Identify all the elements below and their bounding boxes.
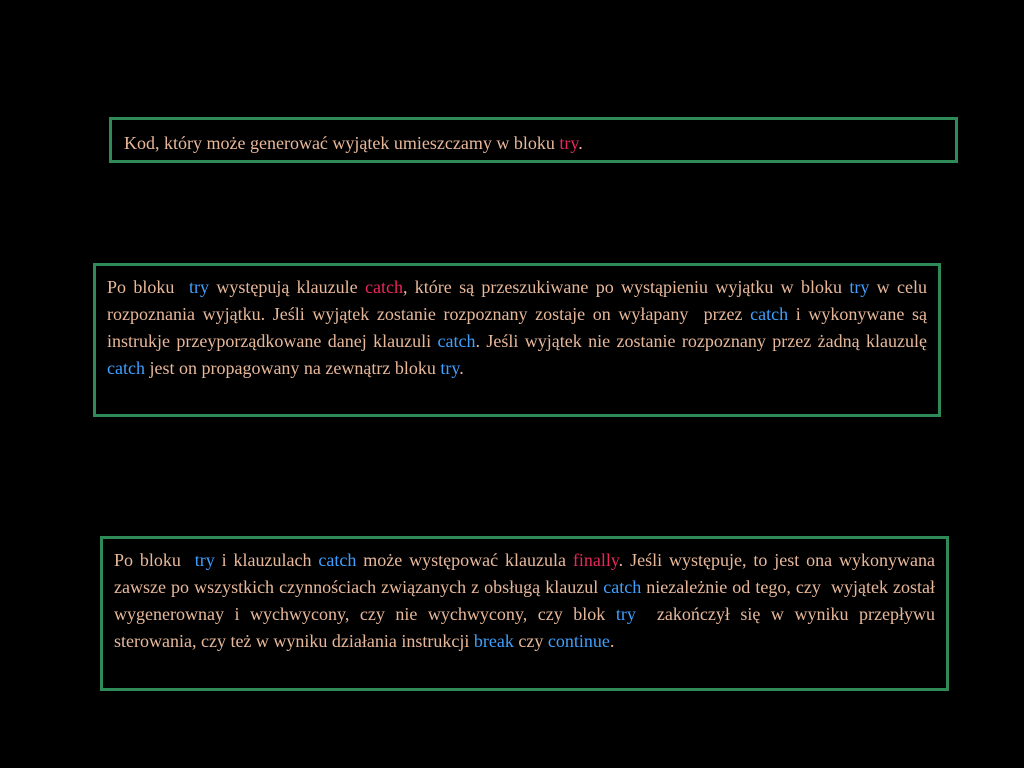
text-segment: .: [459, 358, 464, 378]
text-segment: jest on propagowany na zewnątrz bloku: [144, 358, 441, 378]
keyword-try: try: [440, 358, 460, 378]
text-box-finally: [100, 536, 949, 691]
text-segment: niezależnie od tego, czy wyjątek został wygenerownay i wychwycony, czy nie wychwycony, czy blok: [114, 577, 940, 624]
keyword-finally: finally: [572, 550, 619, 570]
keyword-catch: catch: [364, 277, 403, 297]
keyword-try: try: [559, 133, 579, 153]
keyword-catch: catch: [318, 550, 357, 570]
text-segment: zakończył się w wyniku przepływu sterowania, czy też w wyniku działania instrukcji: [114, 604, 940, 651]
keyword-catch: catch: [750, 304, 789, 324]
text-segment: Kod, który może generować wyjątek umieszczamy w bloku: [124, 133, 560, 153]
text-segment: .: [609, 631, 615, 651]
keyword-try: try: [849, 277, 870, 297]
text-segment: może występować klauzula: [356, 550, 573, 570]
text-box-try: [109, 117, 958, 163]
text-segment: występują klauzule: [209, 277, 365, 297]
keyword-catch: catch: [603, 577, 642, 597]
text-box-catch: [93, 263, 941, 417]
keyword-try: try: [615, 604, 636, 624]
text-segment: Po bloku: [107, 277, 190, 297]
keyword-catch: catch: [107, 358, 145, 378]
text-segment: . Jeśli wyjątek nie zostanie rozpoznany przez żadną klauzulę: [475, 331, 932, 351]
keyword-break: break: [473, 631, 514, 651]
text-segment: . Jeśli występuje, to jest ona wykonywana zawsze po wszystkich czynnościach związanych z obsługą klauzul: [114, 550, 940, 597]
keyword-continue: continue: [547, 631, 610, 651]
keyword-catch: catch: [437, 331, 476, 351]
text-segment: czy: [513, 631, 548, 651]
text-segment: i klauzulach: [214, 550, 319, 570]
text-segment: Po bloku: [114, 550, 195, 570]
keyword-try: try: [194, 550, 215, 570]
keyword-try: try: [189, 277, 210, 297]
text-segment: , które są przeszukiwane po wystąpieniu wyjątku w bloku: [402, 277, 850, 297]
text-segment: .: [578, 133, 583, 153]
text-segment: i wykonywane są instrukje przeyporządkowane danej klauzuli: [107, 304, 932, 351]
text-segment: w celu rozpoznania wyjątku. Jeśli wyjątek zostanie rozpoznany zostaje on wyłapany przez: [107, 277, 932, 324]
